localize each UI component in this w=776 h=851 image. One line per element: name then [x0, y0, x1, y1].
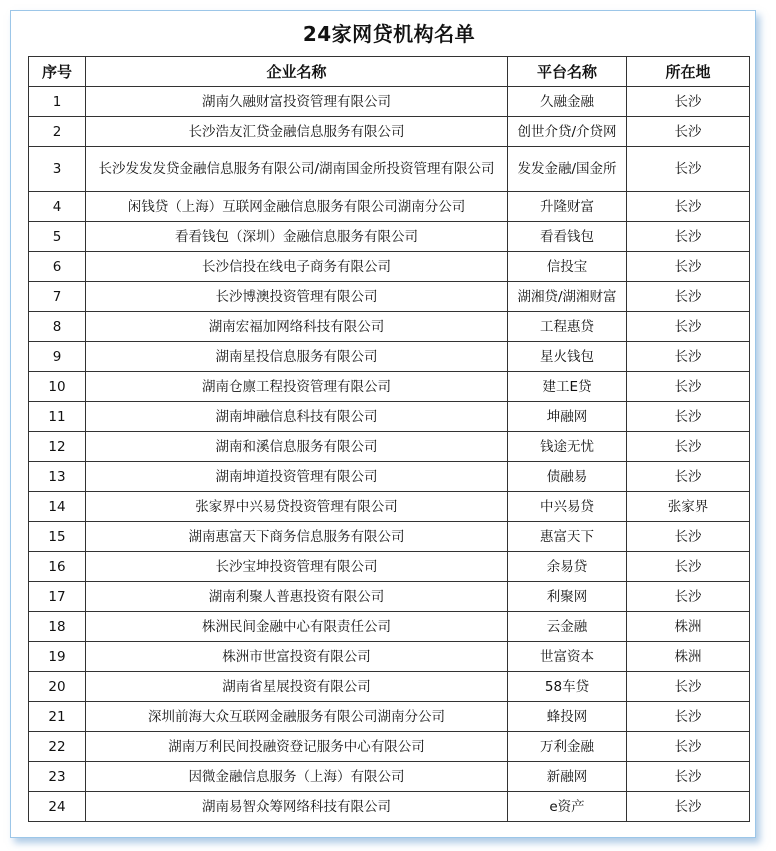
- cell-platform: 中兴易贷: [508, 492, 627, 522]
- cell-location: 长沙: [627, 732, 750, 762]
- cell-no: 24: [29, 792, 86, 822]
- cell-platform: 建工E贷: [508, 372, 627, 402]
- table-row: [29, 612, 750, 642]
- cell-company: 株洲民间金融中心有限责任公司: [86, 612, 508, 642]
- cell-location: 长沙: [627, 117, 750, 147]
- cell-location: 长沙: [627, 582, 750, 612]
- cell-platform: 创世介贷/介贷网: [508, 117, 627, 147]
- cell-no: 4: [29, 192, 86, 222]
- cell-platform: 蜂投网: [508, 702, 627, 732]
- cell-location: 长沙: [627, 252, 750, 282]
- cell-platform: 钱途无忧: [508, 432, 627, 462]
- cell-location: 长沙: [627, 792, 750, 822]
- cell-company: 湖南利聚人普惠投资有限公司: [86, 582, 508, 612]
- cell-company: 湖南万利民间投融资登记服务中心有限公司: [86, 732, 508, 762]
- table-title: 24家网贷机构名单: [29, 11, 750, 57]
- cell-no: 15: [29, 522, 86, 552]
- cell-no: 5: [29, 222, 86, 252]
- table-row: [29, 432, 750, 462]
- cell-no: 20: [29, 672, 86, 702]
- cell-platform: 利聚网: [508, 582, 627, 612]
- cell-no: 14: [29, 492, 86, 522]
- cell-company: 深圳前海大众互联网金融服务有限公司湖南分公司: [86, 702, 508, 732]
- table-row: [29, 342, 750, 372]
- table-row: [29, 252, 750, 282]
- cell-location: 长沙: [627, 312, 750, 342]
- cell-platform: 惠富天下: [508, 522, 627, 552]
- cell-location: 长沙: [627, 222, 750, 252]
- header-company: 企业名称: [86, 57, 508, 87]
- cell-company: 湖南易智众筹网络科技有限公司: [86, 792, 508, 822]
- cell-platform: 工程惠贷: [508, 312, 627, 342]
- cell-platform: 余易贷: [508, 552, 627, 582]
- cell-no: 7: [29, 282, 86, 312]
- cell-location: 长沙: [627, 672, 750, 702]
- table-row: [29, 762, 750, 792]
- platform-list-table: [28, 11, 750, 822]
- table-row: [29, 222, 750, 252]
- cell-no: 12: [29, 432, 86, 462]
- cell-no: 16: [29, 552, 86, 582]
- cell-location: 长沙: [627, 702, 750, 732]
- cell-platform: 万利金融: [508, 732, 627, 762]
- cell-platform: 看看钱包: [508, 222, 627, 252]
- table-row: [29, 87, 750, 117]
- header-location: 所在地: [627, 57, 750, 87]
- cell-company: 湖南惠富天下商务信息服务有限公司: [86, 522, 508, 552]
- spreadsheet: [28, 11, 750, 822]
- cell-location: 长沙: [627, 282, 750, 312]
- cell-location: 长沙: [627, 147, 750, 192]
- cell-no: 18: [29, 612, 86, 642]
- cell-platform: 信投宝: [508, 252, 627, 282]
- cell-company: 长沙宝坤投资管理有限公司: [86, 552, 508, 582]
- cell-location: 株洲: [627, 642, 750, 672]
- cell-company: 湖南星投信息服务有限公司: [86, 342, 508, 372]
- table-row: [29, 642, 750, 672]
- cell-platform: 星火钱包: [508, 342, 627, 372]
- cell-no: 9: [29, 342, 86, 372]
- table-row: [29, 522, 750, 552]
- cell-company: 湖南宏福加网络科技有限公司: [86, 312, 508, 342]
- header-platform: 平台名称: [508, 57, 627, 87]
- cell-location: 株洲: [627, 612, 750, 642]
- cell-no: 11: [29, 402, 86, 432]
- table-row: [29, 282, 750, 312]
- cell-company: 长沙浩友汇贷金融信息服务有限公司: [86, 117, 508, 147]
- table-row: [29, 462, 750, 492]
- cell-company: 张家界中兴易贷投资管理有限公司: [86, 492, 508, 522]
- cell-location: 长沙: [627, 87, 750, 117]
- cell-platform: 云金融: [508, 612, 627, 642]
- cell-company: 湖南和溪信息服务有限公司: [86, 432, 508, 462]
- cell-no: 17: [29, 582, 86, 612]
- cell-platform: 坤融网: [508, 402, 627, 432]
- cell-company: 长沙博澳投资管理有限公司: [86, 282, 508, 312]
- cell-platform: 58车贷: [508, 672, 627, 702]
- table-row: [29, 147, 750, 192]
- table-row: [29, 582, 750, 612]
- cell-no: 6: [29, 252, 86, 282]
- cell-platform: 发发金融/国金所: [508, 147, 627, 192]
- cell-company: 长沙信投在线电子商务有限公司: [86, 252, 508, 282]
- cell-no: 13: [29, 462, 86, 492]
- cell-no: 22: [29, 732, 86, 762]
- table-row: [29, 492, 750, 522]
- cell-company: 湖南省星展投资有限公司: [86, 672, 508, 702]
- cell-no: 21: [29, 702, 86, 732]
- cell-no: 23: [29, 762, 86, 792]
- table-row: [29, 372, 750, 402]
- table-row: [29, 702, 750, 732]
- table-row: [29, 552, 750, 582]
- cell-no: 1: [29, 87, 86, 117]
- table-row: [29, 672, 750, 702]
- cell-location: 长沙: [627, 342, 750, 372]
- cell-location: 长沙: [627, 372, 750, 402]
- cell-company: 湖南久融财富投资管理有限公司: [86, 87, 508, 117]
- cell-platform: 新融网: [508, 762, 627, 792]
- cell-no: 8: [29, 312, 86, 342]
- page-frame: [10, 10, 756, 838]
- table-row: [29, 792, 750, 822]
- cell-company: 湖南仓廪工程投资管理有限公司: [86, 372, 508, 402]
- cell-location: 长沙: [627, 192, 750, 222]
- cell-platform: e资产: [508, 792, 627, 822]
- cell-no: 19: [29, 642, 86, 672]
- cell-platform: 升隆财富: [508, 192, 627, 222]
- cell-company: 湖南坤融信息科技有限公司: [86, 402, 508, 432]
- cell-no: 2: [29, 117, 86, 147]
- header-no: 序号: [29, 57, 86, 87]
- cell-company: 看看钱包（深圳）金融信息服务有限公司: [86, 222, 508, 252]
- cell-company: 株洲市世富投资有限公司: [86, 642, 508, 672]
- cell-location: 张家界: [627, 492, 750, 522]
- cell-company: 因微金融信息服务（上海）有限公司: [86, 762, 508, 792]
- cell-location: 长沙: [627, 552, 750, 582]
- cell-location: 长沙: [627, 762, 750, 792]
- table-row: [29, 312, 750, 342]
- cell-location: 长沙: [627, 522, 750, 552]
- cell-no: 10: [29, 372, 86, 402]
- table-row: [29, 732, 750, 762]
- cell-location: 长沙: [627, 432, 750, 462]
- table-row: [29, 117, 750, 147]
- cell-location: 长沙: [627, 402, 750, 432]
- cell-company: 闲钱贷（上海）互联网金融信息服务有限公司湖南分公司: [86, 192, 508, 222]
- cell-company: 湖南坤道投资管理有限公司: [86, 462, 508, 492]
- table-row: [29, 402, 750, 432]
- cell-platform: 湖湘贷/湖湘财富: [508, 282, 627, 312]
- cell-platform: 世富资本: [508, 642, 627, 672]
- cell-location: 长沙: [627, 462, 750, 492]
- cell-platform: 债融易: [508, 462, 627, 492]
- cell-company: 长沙发发发贷金融信息服务有限公司/湖南国金所投资管理有限公司: [86, 147, 508, 192]
- cell-platform: 久融金融: [508, 87, 627, 117]
- table-row: [29, 192, 750, 222]
- cell-no: 3: [29, 147, 86, 192]
